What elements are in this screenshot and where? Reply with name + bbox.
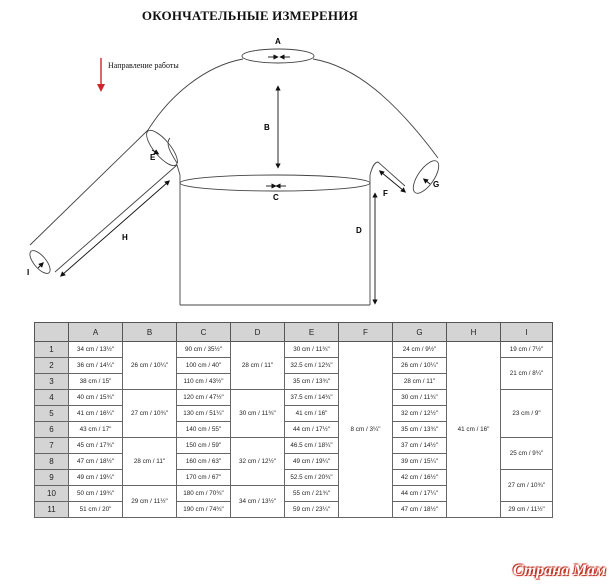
cell-c: 170 cm / 67" <box>177 470 231 486</box>
cell-a: 36 cm / 14¼" <box>69 358 123 374</box>
cell-g: 30 cm / 11¾" <box>393 390 447 406</box>
size-number: 6 <box>35 422 69 438</box>
header-g: G <box>393 323 447 342</box>
cell-i: 23 cm / 9" <box>501 390 553 438</box>
cell-g: 32 cm / 12½" <box>393 406 447 422</box>
header-corner <box>35 323 69 342</box>
header-i: I <box>501 323 553 342</box>
cell-i: 25 cm / 9¾" <box>501 438 553 470</box>
label-d: D <box>356 226 362 235</box>
size-number: 9 <box>35 470 69 486</box>
header-a: A <box>69 323 123 342</box>
cell-e: 32.5 cm / 12¾" <box>285 358 339 374</box>
size-number: 4 <box>35 390 69 406</box>
direction-label: Направление работы <box>108 61 179 70</box>
cell-e: 49 cm / 19¼" <box>285 454 339 470</box>
label-g: G <box>433 180 440 189</box>
cell-a: 47 cm / 18½" <box>69 454 123 470</box>
label-h: H <box>122 233 128 242</box>
cell-d: 30 cm / 11¾" <box>231 390 285 438</box>
cell-i: 19 cm / 7½" <box>501 342 553 358</box>
cell-h: 41 cm / 16" <box>447 342 501 518</box>
measure-h-line <box>62 182 168 275</box>
size-number: 5 <box>35 406 69 422</box>
cell-d: 28 cm / 11" <box>231 342 285 390</box>
label-b: B <box>264 123 270 132</box>
cell-i: 21 cm / 8¼" <box>501 358 553 390</box>
label-a: A <box>275 37 281 46</box>
cell-g: 26 cm / 10¼" <box>393 358 447 374</box>
header-e: E <box>285 323 339 342</box>
cell-g: 47 cm / 18½" <box>393 502 447 518</box>
cell-e: 59 cm / 23¼" <box>285 502 339 518</box>
cell-c: 130 cm / 51¼" <box>177 406 231 422</box>
cell-g: 44 cm / 17¼" <box>393 486 447 502</box>
cell-a: 50 cm / 19¾" <box>69 486 123 502</box>
cell-g: 39 cm / 15¼" <box>393 454 447 470</box>
page-title: ОКОНЧАТЕЛЬНЫЕ ИЗМЕРЕНИЯ <box>141 8 359 23</box>
cell-g: 37 cm / 14½" <box>393 438 447 454</box>
cell-b: 27 cm / 10¾" <box>123 390 177 438</box>
table-header-row <box>35 323 553 342</box>
direction-arrow-icon <box>97 58 105 92</box>
size-table <box>34 322 553 518</box>
cell-e: 44 cm / 17½" <box>285 422 339 438</box>
size-number: 8 <box>35 454 69 470</box>
cell-d: 32 cm / 12½" <box>231 438 285 486</box>
cell-c: 90 cm / 35½" <box>177 342 231 358</box>
cell-e: 41 cm / 16" <box>285 406 339 422</box>
cell-c: 120 cm / 47½" <box>177 390 231 406</box>
cell-e: 37.5 cm / 14¾" <box>285 390 339 406</box>
header-h: H <box>447 323 501 342</box>
cell-a: 38 cm / 15" <box>69 374 123 390</box>
label-e: E <box>150 153 156 162</box>
cell-c: 100 cm / 40" <box>177 358 231 374</box>
cell-c: 160 cm / 63" <box>177 454 231 470</box>
header-f: F <box>339 323 393 342</box>
cell-c: 180 cm / 70¾" <box>177 486 231 502</box>
label-i: I <box>27 268 30 277</box>
cell-g: 35 cm / 13¾" <box>393 422 447 438</box>
size-number: 1 <box>35 342 69 358</box>
watermark-logo: Страна Мам <box>512 562 606 579</box>
cell-d: 34 cm / 13½" <box>231 486 285 518</box>
cell-g: 42 cm / 16½" <box>393 470 447 486</box>
sweater-outline <box>26 49 443 305</box>
cell-g: 28 cm / 11" <box>393 374 447 390</box>
size-number: 10 <box>35 486 69 502</box>
cell-e: 52.5 cm / 20¾" <box>285 470 339 486</box>
size-number: 7 <box>35 438 69 454</box>
cell-a: 45 cm / 17¾" <box>69 438 123 454</box>
cell-c: 140 cm / 55" <box>177 422 231 438</box>
cell-i: 29 cm / 11½" <box>501 502 553 518</box>
cell-a: 34 cm / 13½" <box>69 342 123 358</box>
cell-b: 29 cm / 11½" <box>123 486 177 518</box>
cell-b: 28 cm / 11" <box>123 438 177 486</box>
cell-e: 46.5 cm / 18¼" <box>285 438 339 454</box>
cell-a: 41 cm / 16¼" <box>69 406 123 422</box>
table-row <box>35 342 553 358</box>
size-number: 3 <box>35 374 69 390</box>
cell-e: 30 cm / 11¾" <box>285 342 339 358</box>
cell-a: 51 cm / 20" <box>69 502 123 518</box>
cell-c: 110 cm / 43½" <box>177 374 231 390</box>
cell-i: 27 cm / 10¾" <box>501 470 553 502</box>
cell-e: 55 cm / 21¾" <box>285 486 339 502</box>
cell-c: 190 cm / 74¾" <box>177 502 231 518</box>
cell-f: 8 cm / 3¼" <box>339 342 393 518</box>
cell-c: 150 cm / 59" <box>177 438 231 454</box>
cell-a: 40 cm / 15¾" <box>69 390 123 406</box>
label-f: F <box>383 189 388 198</box>
header-b: B <box>123 323 177 342</box>
header-c: C <box>177 323 231 342</box>
size-number: 11 <box>35 502 69 518</box>
cell-g: 24 cm / 9½" <box>393 342 447 358</box>
size-number: 2 <box>35 358 69 374</box>
cell-a: 43 cm / 17" <box>69 422 123 438</box>
cell-b: 26 cm / 10¼" <box>123 342 177 390</box>
header-d: D <box>231 323 285 342</box>
cell-e: 35 cm / 13¾" <box>285 374 339 390</box>
label-c: C <box>273 193 279 202</box>
cell-a: 49 cm / 19¼" <box>69 470 123 486</box>
